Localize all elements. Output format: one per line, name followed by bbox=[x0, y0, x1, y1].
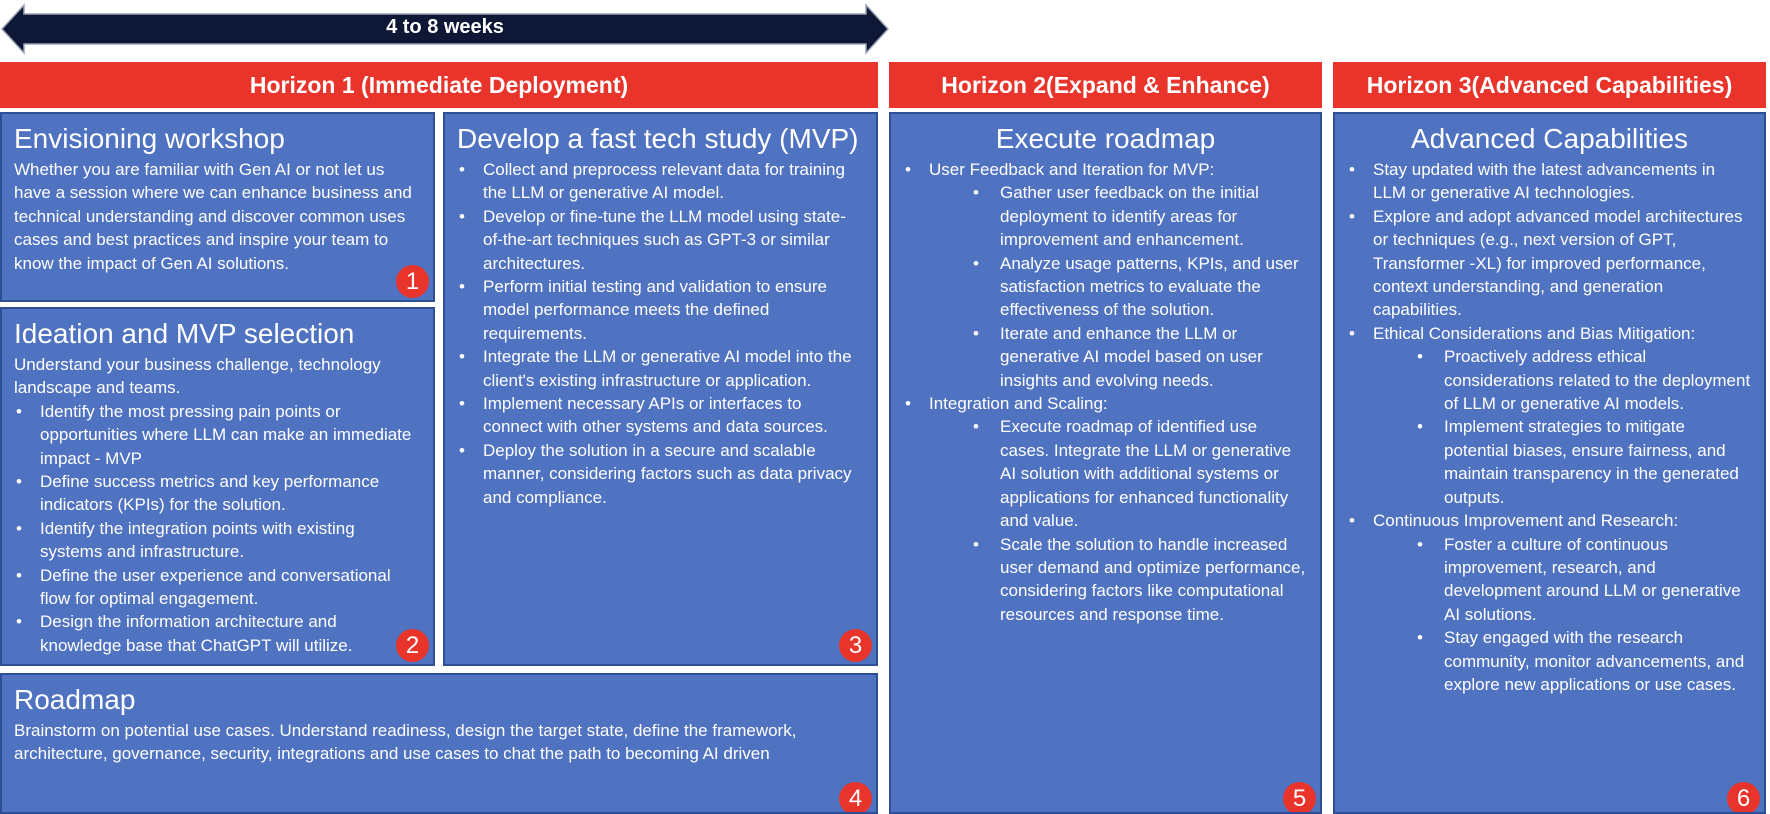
envisioning-workshop-box bbox=[0, 112, 435, 302]
list-item: • Define success metrics and key performance indicators (KPIs) for the solution. bbox=[14, 470, 421, 517]
list-item: • Define the user experience and conversational flow for optimal engagement. bbox=[14, 564, 421, 611]
timeline-label: 4 to 8 weeks bbox=[386, 16, 504, 38]
list-item: • Collect and preprocess relevant data for training the LLM or generative AI model. bbox=[457, 158, 864, 205]
group-label: Continuous Improvement and Research: bbox=[1373, 511, 1679, 531]
list-item: • Develop or fine-tune the LLM model using state-of-the-art techniques such as GPT-3 or similar architectures. bbox=[457, 205, 864, 275]
step-badge-6: 6 bbox=[1727, 782, 1760, 814]
sub-list bbox=[973, 181, 1308, 392]
step-badge-2: 2 bbox=[396, 629, 429, 662]
list-item: • Integrate the LLM or generative AI model into the client's existing infrastructure or application. bbox=[457, 345, 864, 392]
roadmap-title: Roadmap bbox=[14, 684, 136, 715]
sub-list bbox=[973, 415, 1308, 626]
ideation-intro: Understand your business challenge, technology landscape and teams. bbox=[14, 355, 381, 398]
list-item: • Implement strategies to mitigate potential biases, ensure fairness, and maintain transparency in the generated outputs. bbox=[1417, 415, 1752, 509]
sub-list bbox=[1417, 533, 1752, 697]
list-item: • Implement necessary APIs or interfaces to connect with other systems and data sources. bbox=[457, 392, 864, 439]
horizon-3-header: Horizon 3(Advanced Capabilities) bbox=[1333, 62, 1766, 108]
list-item: • Identify the most pressing pain points or opportunities where LLM can make an immediate impact - MVP bbox=[14, 400, 421, 470]
execute-title: Execute roadmap bbox=[995, 123, 1216, 154]
horizon-1-header: Horizon 1 (Immediate Deployment) bbox=[0, 62, 878, 108]
step-badge-4: 4 bbox=[839, 782, 872, 814]
execute-group-list bbox=[903, 158, 1308, 626]
list-item bbox=[1347, 509, 1752, 696]
list-item bbox=[1347, 322, 1752, 509]
envisioning-title: Envisioning workshop bbox=[14, 123, 285, 154]
list-item bbox=[903, 158, 1308, 392]
list-item: • Identify the integration points with existing systems and infrastructure. bbox=[14, 517, 421, 564]
step-badge-3: 3 bbox=[839, 629, 872, 662]
advanced-list bbox=[1347, 158, 1752, 696]
advanced-title: Advanced Capabilities bbox=[1410, 123, 1689, 154]
group-label: Ethical Considerations and Bias Mitigation: bbox=[1373, 323, 1696, 343]
group-label: User Feedback and Iteration for MVP: bbox=[929, 160, 1215, 179]
ideation-box bbox=[0, 307, 435, 666]
mvp-box bbox=[443, 112, 878, 666]
list-item: • Design the information architecture and knowledge base that ChatGPT will utilize. bbox=[14, 610, 421, 657]
list-item: • Iterate and enhance the LLM or generative AI model based on user insights and evolving needs. bbox=[973, 322, 1308, 392]
horizon-2-header: Horizon 2(Expand & Enhance) bbox=[889, 62, 1322, 108]
list-item: • Deploy the solution in a secure and scalable manner, considering factors such as data privacy and compliance. bbox=[457, 439, 864, 509]
roadmap-text: Brainstorm on potential use cases. Understand readiness, design the target state, define the framework, architecture, governance, security, integrations and use cases to chat the path to becoming AI driven bbox=[14, 721, 797, 764]
list-item: • Perform initial testing and validation to ensure model performance meets the defined requirements. bbox=[457, 275, 864, 345]
list-item: • Analyze usage patterns, KPIs, and user satisfaction metrics to evaluate the effectiveness of the solution. bbox=[973, 252, 1308, 322]
mvp-title: Develop a fast tech study (MVP) bbox=[457, 123, 859, 154]
list-item: • Explore and adopt advanced model architectures or techniques (e.g., next version of GPT, Transformer -XL) for improved performance, context understanding, and generation capabilities. bbox=[1347, 205, 1752, 322]
list-item: • Execute roadmap of identified use cases. Integrate the LLM or generative AI solution with additional systems or applications for enhanced functionality and value. bbox=[973, 415, 1308, 532]
execute-roadmap-box bbox=[889, 112, 1322, 814]
ideation-bullet-list bbox=[14, 400, 421, 657]
list-item: • Scale the solution to handle increased user demand and optimize performance, considering factors like computational resources and response time. bbox=[973, 533, 1308, 627]
list-item bbox=[903, 392, 1308, 626]
roadmap-box bbox=[0, 673, 878, 814]
group-label: Integration and Scaling: bbox=[929, 394, 1108, 414]
ideation-title: Ideation and MVP selection bbox=[14, 318, 355, 349]
list-item: • Proactively address ethical considerations related to the deployment of LLM or generative AI models. bbox=[1417, 345, 1752, 415]
sub-list bbox=[1417, 345, 1752, 509]
mvp-bullet-list bbox=[457, 158, 864, 509]
list-item: • Gather user feedback on the initial deployment to identify areas for improvement and enhancement. bbox=[973, 181, 1308, 251]
envisioning-text: Whether you are familiar with Gen AI or not let us have a session where we can enhance business and technical understanding and discover common uses cases and best practices and inspire your team to know the impact of Gen AI solutions. bbox=[14, 160, 412, 273]
list-item: • Stay updated with the latest advancements in LLM or generative AI technologies. bbox=[1347, 158, 1752, 205]
advanced-capabilities-box bbox=[1333, 112, 1766, 814]
list-item: • Stay engaged with the research community, monitor advancements, and explore new applications or use cases. bbox=[1417, 626, 1752, 696]
list-item: • Foster a culture of continuous improvement, research, and development around LLM or generative AI solutions. bbox=[1417, 533, 1752, 627]
step-badge-1: 1 bbox=[396, 265, 429, 298]
step-badge-5: 5 bbox=[1283, 782, 1316, 814]
